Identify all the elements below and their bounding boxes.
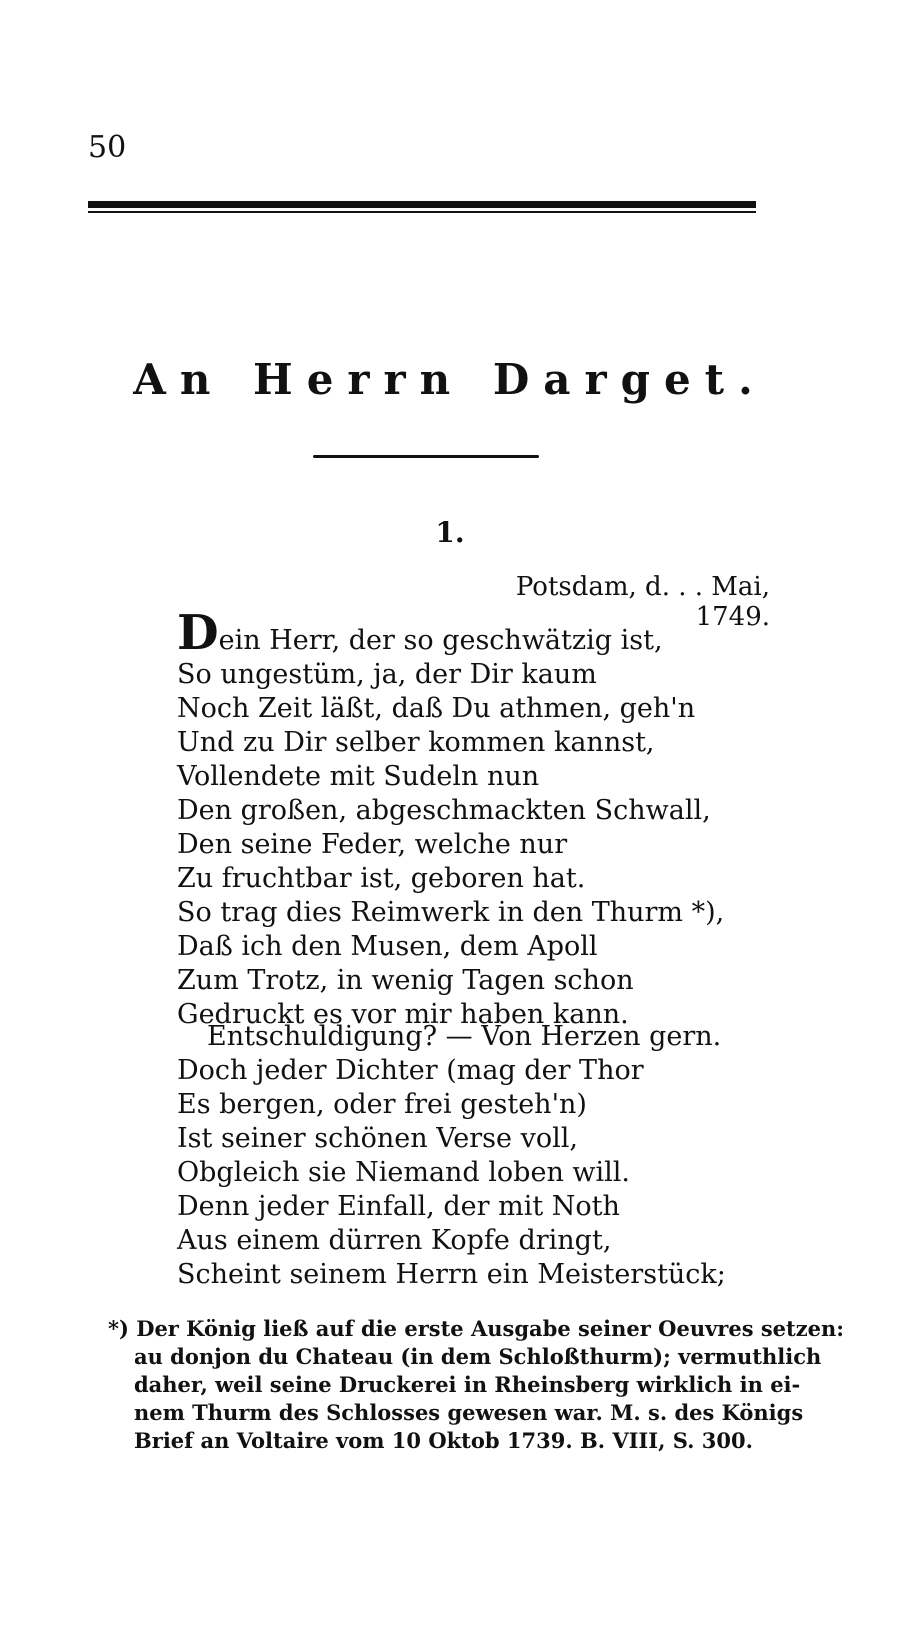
verse-line: Ist seiner schönen Verse voll,: [177, 1123, 578, 1154]
drop-cap: D: [177, 605, 219, 661]
footnote-line: nem Thurm des Schlosses gewesen war. M. s. des Königs: [134, 1400, 804, 1425]
verse-line: Und zu Dir selber kommen kannst,: [177, 727, 655, 758]
verse-line: Zu fruchtbar ist, geboren hat.: [177, 863, 586, 894]
footnote-line: Brief an Voltaire vom 10 Oktob 1739. B. VIII, S. 300.: [134, 1428, 753, 1453]
page-number: 50: [88, 130, 127, 165]
verse-line: Denn jeder Einfall, der mit Noth: [177, 1191, 620, 1222]
verse-line: Obgleich sie Niemand loben will.: [177, 1157, 631, 1188]
footnote-line: daher, weil seine Druckerei in Rheinsberg wirklich in ei-: [134, 1372, 801, 1397]
poem-title: An Herrn Darget.: [133, 355, 767, 404]
verse-line: Gedruckt es vor mir haben kann.: [177, 999, 629, 1030]
verse-line: Dein Herr, der so geschwätzig ist,: [177, 605, 663, 661]
footnote-line: *) Der König ließ auf die erste Ausgabe seiner Oeuvres setzen:: [108, 1316, 845, 1341]
header-rule-thin: [88, 211, 756, 213]
verse-line: Den großen, abgeschmackten Schwall,: [177, 795, 711, 826]
verse-line: So ungestüm, ja, der Dir kaum: [177, 659, 597, 690]
verse-line: Es bergen, oder frei gesteh'n): [177, 1089, 587, 1120]
verse-line: So trag dies Reimwerk in den Thurm *),: [177, 897, 725, 928]
stanza-1: [177, 605, 725, 1032]
verse-line: Zum Trotz, in wenig Tagen schon: [177, 965, 634, 996]
dateline: Potsdam, d. . . Mai, 1749.: [515, 572, 770, 632]
verse-line: Doch jeder Dichter (mag der Thor: [177, 1055, 644, 1086]
section-number: 1.: [435, 516, 465, 549]
verse-line: Noch Zeit läßt, daß Du athmen, geh'n: [177, 693, 696, 724]
verse-line: Den seine Feder, welche nur: [177, 829, 568, 860]
verse-line: Entschuldigung? — Von Herzen gern.: [207, 1021, 722, 1052]
verse-line: Daß ich den Musen, dem Apoll: [177, 931, 598, 962]
title-rule: [313, 455, 539, 458]
header-rule: [88, 201, 756, 213]
header-rule-thick: [88, 201, 756, 208]
stanza-2: [177, 1020, 726, 1292]
verse-line: Aus einem dürren Kopfe dringt,: [177, 1225, 612, 1256]
footnote: [108, 1315, 845, 1455]
verse-line: Vollendete mit Sudeln nun: [177, 761, 540, 792]
footnote-line: au donjon du Chateau (in dem Schloßthurm); vermuthlich: [134, 1344, 822, 1369]
verse-line: Scheint seinem Herrn ein Meisterstück;: [177, 1259, 726, 1290]
